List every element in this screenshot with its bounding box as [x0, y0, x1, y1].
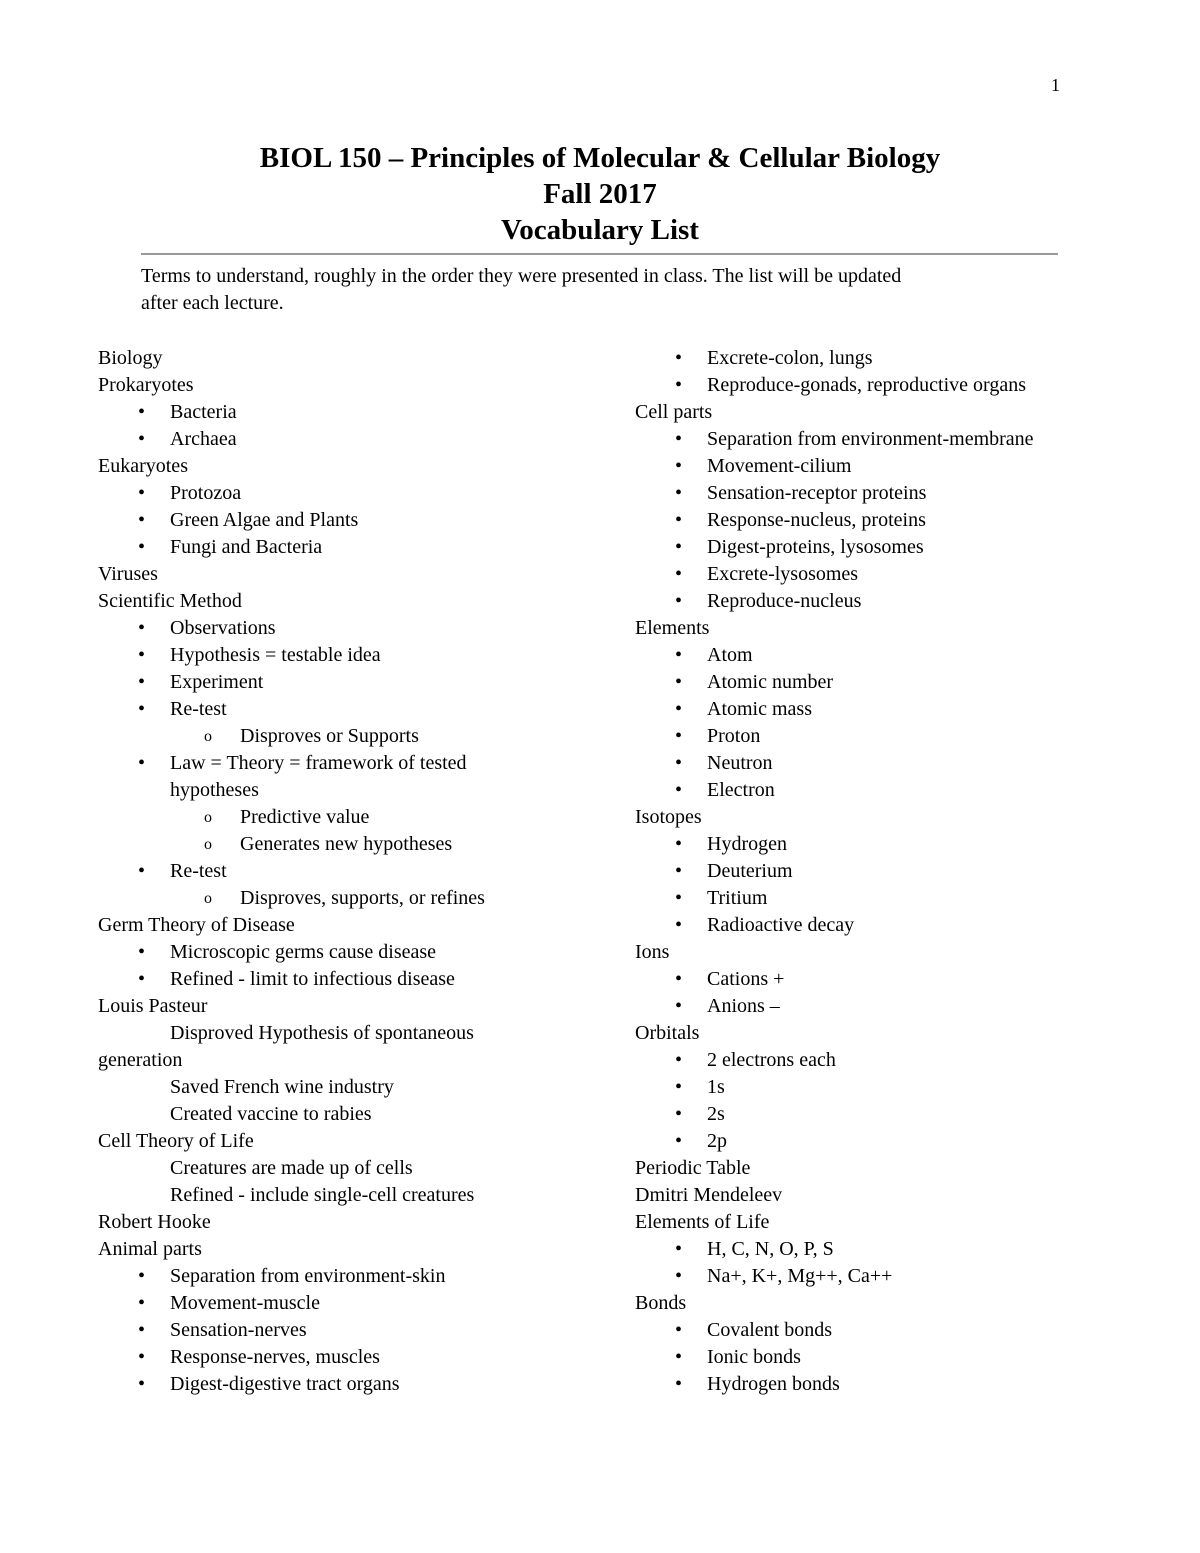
bullet-marker: •	[138, 401, 146, 423]
bullet-marker: •	[138, 1373, 146, 1395]
vocab-bullet-item	[98, 426, 618, 453]
vocab-term: 1s	[707, 1076, 725, 1098]
vocab-term: Bonds	[635, 1292, 687, 1314]
vocab-term: Ions	[635, 941, 670, 963]
vocab-indented-item	[98, 1020, 618, 1047]
vocab-term: Elements of Life	[635, 1211, 770, 1233]
vocab-term: Creatures are made up of cells	[170, 1157, 413, 1179]
vocab-bullet-item	[635, 669, 1115, 696]
vocab-bullet-item	[635, 642, 1115, 669]
bullet-marker: •	[675, 833, 683, 855]
sub-bullet-marker: o	[204, 809, 212, 826]
vocab-heading	[98, 1128, 618, 1155]
sub-bullet-marker: o	[204, 890, 212, 907]
vocab-bullet-item	[635, 1371, 1115, 1398]
vocab-bullet-item	[98, 480, 618, 507]
vocab-term: H, C, N, O, P, S	[707, 1238, 834, 1260]
bullet-marker: •	[675, 914, 683, 936]
vocab-term: hypotheses	[170, 779, 259, 801]
vocab-bullet-item	[635, 534, 1115, 561]
vocab-term: Radioactive decay	[707, 914, 855, 936]
bullet-marker: •	[675, 1265, 683, 1287]
vocab-bullet-item	[635, 993, 1115, 1020]
vocab-bullet-item	[98, 858, 618, 885]
vocab-bullet-item	[635, 723, 1115, 750]
vocab-term: Biology	[98, 347, 163, 369]
title-term: Fall 2017	[543, 178, 657, 210]
vocab-term: Periodic Table	[635, 1157, 751, 1179]
vocab-bullet-item	[635, 885, 1115, 912]
bullet-marker: •	[675, 1346, 683, 1368]
vocab-term: Microscopic germs cause disease	[170, 941, 437, 963]
vocab-heading	[98, 912, 618, 939]
vocab-term: Orbitals	[635, 1022, 700, 1044]
vocab-term: Digest-proteins, lysosomes	[707, 536, 924, 558]
vocab-heading	[635, 1020, 1115, 1047]
vocab-term: Reproduce-gonads, reproductive organs	[707, 374, 1026, 396]
vocab-term: Cell parts	[635, 401, 713, 423]
vocab-term: Observations	[170, 617, 276, 639]
vocab-bullet-item	[98, 1371, 618, 1398]
vocab-bullet-item	[98, 507, 618, 534]
vocab-heading	[98, 1209, 618, 1236]
vocab-term: Experiment	[170, 671, 264, 693]
bullet-marker: •	[675, 482, 683, 504]
vocab-term: Atom	[707, 644, 753, 666]
vocab-term: Separation from environment-skin	[170, 1265, 446, 1287]
vocab-term: 2 electrons each	[707, 1049, 836, 1071]
vocab-bullet-item	[635, 831, 1115, 858]
bullet-marker: •	[138, 1319, 146, 1341]
vocab-term: Separation from environment-membrane	[707, 428, 1034, 450]
vocab-bullet-item	[98, 966, 618, 993]
vocab-heading	[98, 1047, 618, 1074]
vocab-bullet-item	[635, 561, 1115, 588]
vocab-term: Response-nucleus, proteins	[707, 509, 926, 531]
vocab-term: Predictive value	[240, 806, 370, 828]
title-divider	[141, 253, 1058, 255]
bullet-marker: •	[675, 563, 683, 585]
vocab-term: Cations +	[707, 968, 785, 990]
left-column	[98, 345, 618, 1398]
vocab-term: generation	[98, 1049, 183, 1071]
vocab-heading	[98, 993, 618, 1020]
bullet-marker: •	[675, 1319, 683, 1341]
bullet-marker: •	[138, 617, 146, 639]
vocab-heading	[635, 1182, 1115, 1209]
vocab-bullet-item	[635, 588, 1115, 615]
vocab-bullet-item	[635, 372, 1115, 399]
vocab-indented-item	[98, 1182, 618, 1209]
vocab-term: Generates new hypotheses	[240, 833, 453, 855]
vocab-term: Covalent bonds	[707, 1319, 832, 1341]
vocab-bullet-item	[98, 1263, 618, 1290]
document-title	[0, 140, 1200, 248]
vocab-bullet-item	[635, 1236, 1115, 1263]
vocab-heading	[98, 372, 618, 399]
bullet-marker: •	[138, 1292, 146, 1314]
bullet-marker: •	[675, 698, 683, 720]
vocab-term: Louis Pasteur	[98, 995, 208, 1017]
vocab-term: Re-test	[170, 698, 227, 720]
vocab-heading	[635, 1290, 1115, 1317]
vocab-bullet-item	[635, 1317, 1115, 1344]
bullet-marker: •	[675, 887, 683, 909]
vocab-indented-item	[98, 1101, 618, 1128]
vocab-heading	[635, 1155, 1115, 1182]
vocab-term: Hydrogen	[707, 833, 787, 855]
bullet-marker: •	[138, 509, 146, 531]
vocab-bullet-item	[98, 1290, 618, 1317]
bullet-marker: •	[675, 347, 683, 369]
vocab-heading	[98, 453, 618, 480]
right-column	[635, 345, 1115, 1398]
vocab-bullet-item	[635, 1101, 1115, 1128]
vocab-bullet-item	[98, 1317, 618, 1344]
vocab-heading	[98, 345, 618, 372]
vocab-term: Isotopes	[635, 806, 702, 828]
bullet-marker: •	[675, 590, 683, 612]
vocab-bullet-item	[635, 507, 1115, 534]
bullet-marker: •	[675, 1130, 683, 1152]
bullet-marker: •	[675, 1076, 683, 1098]
vocab-bullet-item	[635, 777, 1115, 804]
vocab-term: Electron	[707, 779, 775, 801]
vocab-term: Law = Theory = framework of tested	[170, 752, 467, 774]
vocab-term: Refined - limit to infectious disease	[170, 968, 455, 990]
bullet-marker: •	[138, 482, 146, 504]
vocab-term: Reproduce-nucleus	[707, 590, 862, 612]
bullet-marker: •	[675, 1049, 683, 1071]
vocab-indented-item	[98, 1155, 618, 1182]
vocab-term: Elements	[635, 617, 710, 639]
vocab-heading	[635, 615, 1115, 642]
vocab-bullet-item	[635, 1074, 1115, 1101]
bullet-marker: •	[138, 968, 146, 990]
bullet-marker: •	[675, 644, 683, 666]
vocab-heading	[98, 561, 618, 588]
vocab-term: Scientific Method	[98, 590, 242, 612]
vocab-bullet-item	[635, 858, 1115, 885]
vocab-bullet-item	[98, 750, 618, 777]
vocab-term: Disproves or Supports	[240, 725, 419, 747]
bullet-marker: •	[675, 779, 683, 801]
vocab-term: Atomic number	[707, 671, 834, 693]
title-course: BIOL 150 – Principles of Molecular & Cellular Biology	[259, 142, 941, 174]
vocab-term: Ionic bonds	[707, 1346, 801, 1368]
page-number: 1	[1051, 75, 1060, 95]
intro-paragraph	[141, 263, 1056, 317]
bullet-marker: •	[138, 1346, 146, 1368]
bullet-marker: •	[675, 536, 683, 558]
vocab-term: Response-nerves, muscles	[170, 1346, 380, 1368]
vocab-term: Germ Theory of Disease	[98, 914, 295, 936]
vocab-heading	[98, 588, 618, 615]
intro-line: after each lecture.	[141, 292, 284, 314]
vocab-bullet-item	[98, 534, 618, 561]
bullet-marker: •	[138, 941, 146, 963]
vocab-term: Protozoa	[170, 482, 242, 504]
vocab-term: Robert Hooke	[98, 1211, 211, 1233]
vocab-sub-bullet-item	[98, 831, 618, 858]
sub-bullet-marker: o	[204, 836, 212, 853]
vocab-term: Bacteria	[170, 401, 237, 423]
vocab-term: Eukaryotes	[98, 455, 188, 477]
bullet-marker: •	[675, 455, 683, 477]
vocab-sub-bullet-item	[98, 885, 618, 912]
bullet-marker: •	[675, 995, 683, 1017]
vocab-term: Na+, K+, Mg++, Ca++	[707, 1265, 893, 1287]
vocab-term: Dmitri Mendeleev	[635, 1184, 783, 1206]
vocab-bullet-item	[635, 480, 1115, 507]
vocab-bullet-item	[98, 1344, 618, 1371]
bullet-marker: •	[675, 428, 683, 450]
bullet-marker: •	[138, 671, 146, 693]
vocab-term: Green Algae and Plants	[170, 509, 359, 531]
vocab-term: Sensation-nerves	[170, 1319, 307, 1341]
vocab-bullet-item	[635, 912, 1115, 939]
vocab-bullet-item	[635, 750, 1115, 777]
vocab-term: Digest-digestive tract organs	[170, 1373, 400, 1395]
bullet-marker: •	[138, 698, 146, 720]
bullet-marker: •	[138, 428, 146, 450]
vocab-term: Cell Theory of Life	[98, 1130, 254, 1152]
vocab-term: Deuterium	[707, 860, 793, 882]
vocab-term: Neutron	[707, 752, 773, 774]
bullet-marker: •	[138, 860, 146, 882]
vocab-bullet-item	[635, 453, 1115, 480]
vocab-term: Movement-muscle	[170, 1292, 320, 1314]
vocab-bullet-item	[98, 669, 618, 696]
vocab-term: Proton	[707, 725, 761, 747]
vocab-term: Fungi and Bacteria	[170, 536, 323, 558]
bullet-marker: •	[138, 644, 146, 666]
bullet-marker: •	[675, 1373, 683, 1395]
vocab-sub-bullet-item	[98, 804, 618, 831]
vocab-term: Excrete-colon, lungs	[707, 347, 873, 369]
vocab-bullet-item	[98, 399, 618, 426]
vocab-term: Atomic mass	[707, 698, 812, 720]
vocab-term: Anions –	[707, 995, 780, 1017]
vocab-term: Disproved Hypothesis of spontaneous	[170, 1022, 474, 1044]
vocab-heading	[635, 804, 1115, 831]
vocab-term: 2p	[707, 1130, 727, 1152]
vocab-bullet-item	[635, 1344, 1115, 1371]
bullet-marker: •	[675, 968, 683, 990]
vocab-term: Prokaryotes	[98, 374, 194, 396]
vocab-term: Excrete-lysosomes	[707, 563, 859, 585]
vocab-heading	[635, 1209, 1115, 1236]
bullet-marker: •	[138, 752, 146, 774]
vocab-indented-item	[98, 1074, 618, 1101]
vocab-term: Movement-cilium	[707, 455, 852, 477]
vocab-term: Tritium	[707, 887, 768, 909]
vocab-term: Re-test	[170, 860, 227, 882]
sub-bullet-marker: o	[204, 728, 212, 745]
vocab-term: Saved French wine industry	[170, 1076, 394, 1098]
bullet-marker: •	[675, 671, 683, 693]
vocab-bullet-item	[98, 615, 618, 642]
vocab-heading	[635, 399, 1115, 426]
bullet-marker: •	[675, 725, 683, 747]
bullet-marker: •	[675, 752, 683, 774]
vocab-bullet-item	[635, 345, 1115, 372]
vocab-bullet-item	[635, 426, 1115, 453]
vocab-bullet-item	[635, 696, 1115, 723]
vocab-term: Created vaccine to rabies	[170, 1103, 372, 1125]
vocab-bullet-item	[98, 939, 618, 966]
vocab-term: Disproves, supports, or refines	[240, 887, 485, 909]
title-list-name: Vocabulary List	[501, 214, 699, 246]
vocab-term: Viruses	[98, 563, 158, 585]
vocab-sub-bullet-item	[98, 723, 618, 750]
vocab-heading	[98, 1236, 618, 1263]
vocab-bullet-item	[635, 1263, 1115, 1290]
bullet-marker: •	[675, 374, 683, 396]
vocab-term: Animal parts	[98, 1238, 202, 1260]
bullet-marker: •	[675, 860, 683, 882]
bullet-marker: •	[675, 1238, 683, 1260]
vocab-bullet-item	[635, 966, 1115, 993]
vocab-term: Hypothesis = testable idea	[170, 644, 381, 666]
vocab-term: Hydrogen bonds	[707, 1373, 840, 1395]
bullet-marker: •	[138, 536, 146, 558]
bullet-marker: •	[138, 1265, 146, 1287]
vocab-bullet-item	[635, 1128, 1115, 1155]
vocab-term: 2s	[707, 1103, 725, 1125]
vocab-term: Refined - include single-cell creatures	[170, 1184, 475, 1206]
vocab-indented-item	[98, 777, 618, 804]
vocab-term: Sensation-receptor proteins	[707, 482, 927, 504]
vocab-bullet-item	[98, 696, 618, 723]
vocab-bullet-item	[98, 642, 618, 669]
vocab-term: Archaea	[170, 428, 237, 450]
bullet-marker: •	[675, 1103, 683, 1125]
intro-line: Terms to understand, roughly in the order they were presented in class. The list will be updated	[141, 265, 902, 287]
vocab-bullet-item	[635, 1047, 1115, 1074]
vocab-heading	[635, 939, 1115, 966]
bullet-marker: •	[675, 509, 683, 531]
